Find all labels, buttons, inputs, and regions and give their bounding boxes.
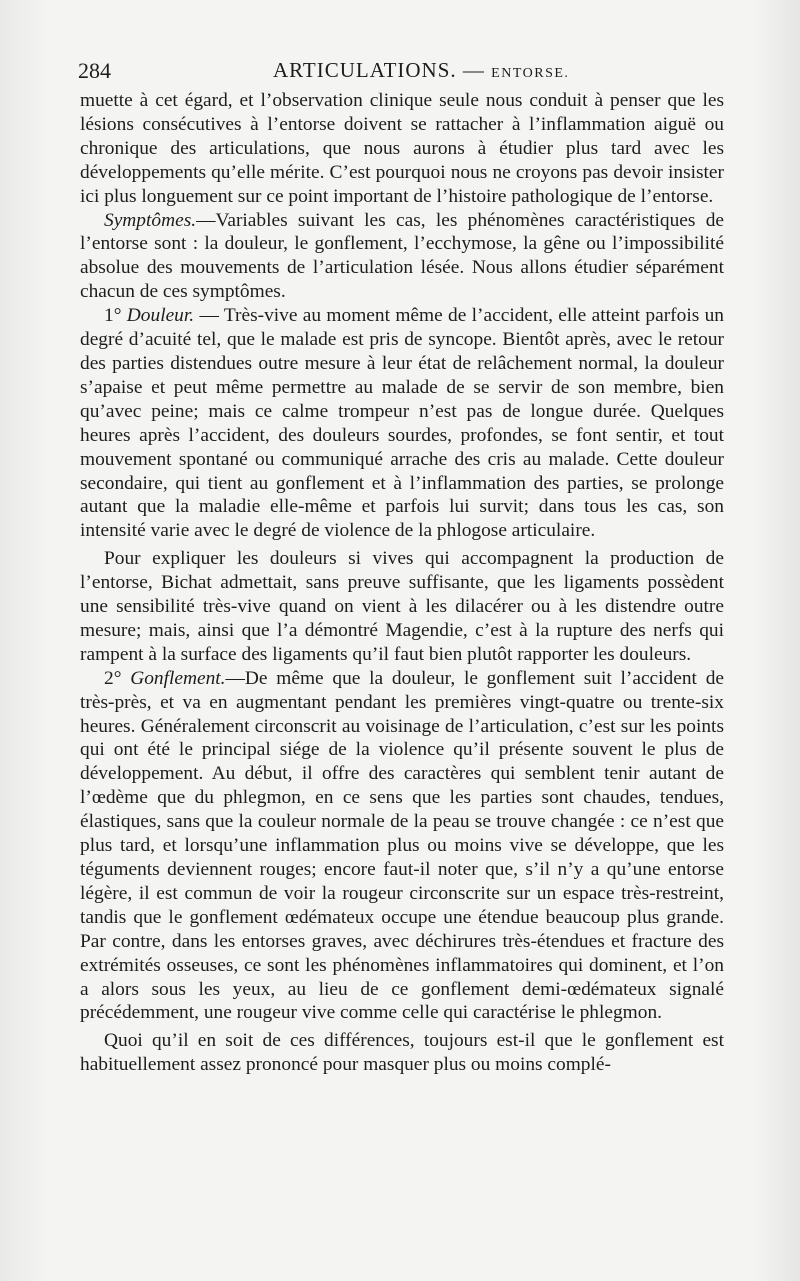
section-heading-symptomes: Symptômes. — [104, 209, 197, 231]
section-heading-douleur: Douleur. — [126, 305, 195, 327]
paragraph-text: — Très-vive au moment même de l’accident, elle atteint parfois un degré d’acuité tel, que le malade est pris de syncope. Bientôt après, avec le retour des parties distendues outre mesure à leur état de relâchement normal, la douleur s’apaise et peut même permettre au malade de se servir de son membre, bien qu’avec peine; mais ce calme trompeur n’est pas de longue durée. Quelques heures après l’accident, des douleurs sourdes, profondes, se font sentir, et tout mouvement spontané ou communiqué arrache des cris au malade. Cette douleur secondaire, qui tient au gonflement et à l’inflammation des parties, se prolonge autant que la maladie elle-même et parfois lui survit; dans tous les cas, son intensité varie avec le degré de violence de la phlogose articulaire. — [80, 305, 724, 542]
running-head-separator: — — [462, 58, 485, 82]
item-number: 1° — [104, 305, 127, 327]
body-text — [80, 89, 724, 1077]
paragraph-text: Quoi qu’il en soit de ces différences, toujours est-il que le gonflement est habituellement assez prononcé pour masquer plus ou moins complé- — [80, 1030, 724, 1076]
paragraph-bichat — [80, 547, 724, 667]
running-head-subtitle: ENTORSE. — [491, 66, 570, 81]
paragraph-text: —De même que la douleur, le gonflement suit l’accident de très-près, et va en augmentant pendant les premières vingt-quatre ou trente-six heures. Généralement circonscrit au voisinage de l’articulation, c’est sur les points qui ont été le principal siége de la violence qu’il présente souvent le plus de développement. Au début, il offre des caractères qui semblent tenir autant de l’œdème que du phlegmon, en ce sens que les parties sont chaudes, tendues, élastiques, sans que la couleur normale de la peau se trouve changée : ce n’est que plus tard, et lorsqu’une inflammation plus ou moins vive se développe, que les téguments deviennent rouges; encore faut-il noter que, s’il n’y a qu’une entorse légère, il est commun de voir la rougeur circonscrite sur un espace très-restreint, tandis que le gonflement œdémateux occupe une étendue beaucoup plus grande. Par contre, dans les entorses graves, avec déchirures très-étendues et fracture des extrémités osseuses, ce sont les phénomènes inflammatoires qui dominent, et l’on a alors sous les yeux, au lieu de ce gonflement demi-œdémateux signalé précédemment, une rougeur vive comme celle qui caractérise le phlegmon. — [80, 667, 724, 1024]
running-head-title: ARTICULATIONS. — [273, 58, 457, 82]
paragraph-gonflement — [80, 667, 724, 1026]
page-header — [78, 58, 726, 88]
paragraph-symptomes — [80, 209, 724, 305]
paragraph-final — [80, 1029, 724, 1077]
paragraph-text: —Variables suivant les cas, les phénomènes caractéristiques de l’entorse sont : la douleur, le gonflement, l’ecchymose, la gêne ou l’impossibilité absolue des mouvements de l’articulation lésée. Nous allons étudier séparément chacun de ces symptômes. — [80, 209, 724, 303]
page-number: 284 — [78, 58, 111, 83]
item-number: 2° — [104, 667, 131, 689]
paragraph-text: Pour expliquer les douleurs si vives qui accompagnent la production de l’entorse, Bichat admettait, sans preuve suffisante, que les ligaments possèdent une sensibilité très-vive quand on vient à les dilacérer ou à les distendre outre mesure; mais, ainsi que l’a démontré Magendie, c’est à la rupture des nerfs qui rampent à la surface des ligaments qu’il faut bien plutôt rapporter les douleurs. — [80, 548, 724, 665]
paragraph-continuation — [80, 89, 724, 209]
section-heading-gonflement: Gonflement. — [130, 667, 226, 689]
paragraph-text: muette à cet égard, et l’observation clinique seule nous conduit à penser que les lésions consécutives à l’entorse doivent se rattacher à l’inflammation aiguë ou chronique des articulations, que nous aurons à étudier plus tard avec les développements qu’elle mérite. C’est pourquoi nous ne croyons pas devoir insister ici plus longuement sur ce point important de l’histoire pathologique de l’entorse. — [80, 90, 724, 207]
running-head — [273, 58, 569, 83]
paragraph-douleur — [80, 304, 724, 543]
